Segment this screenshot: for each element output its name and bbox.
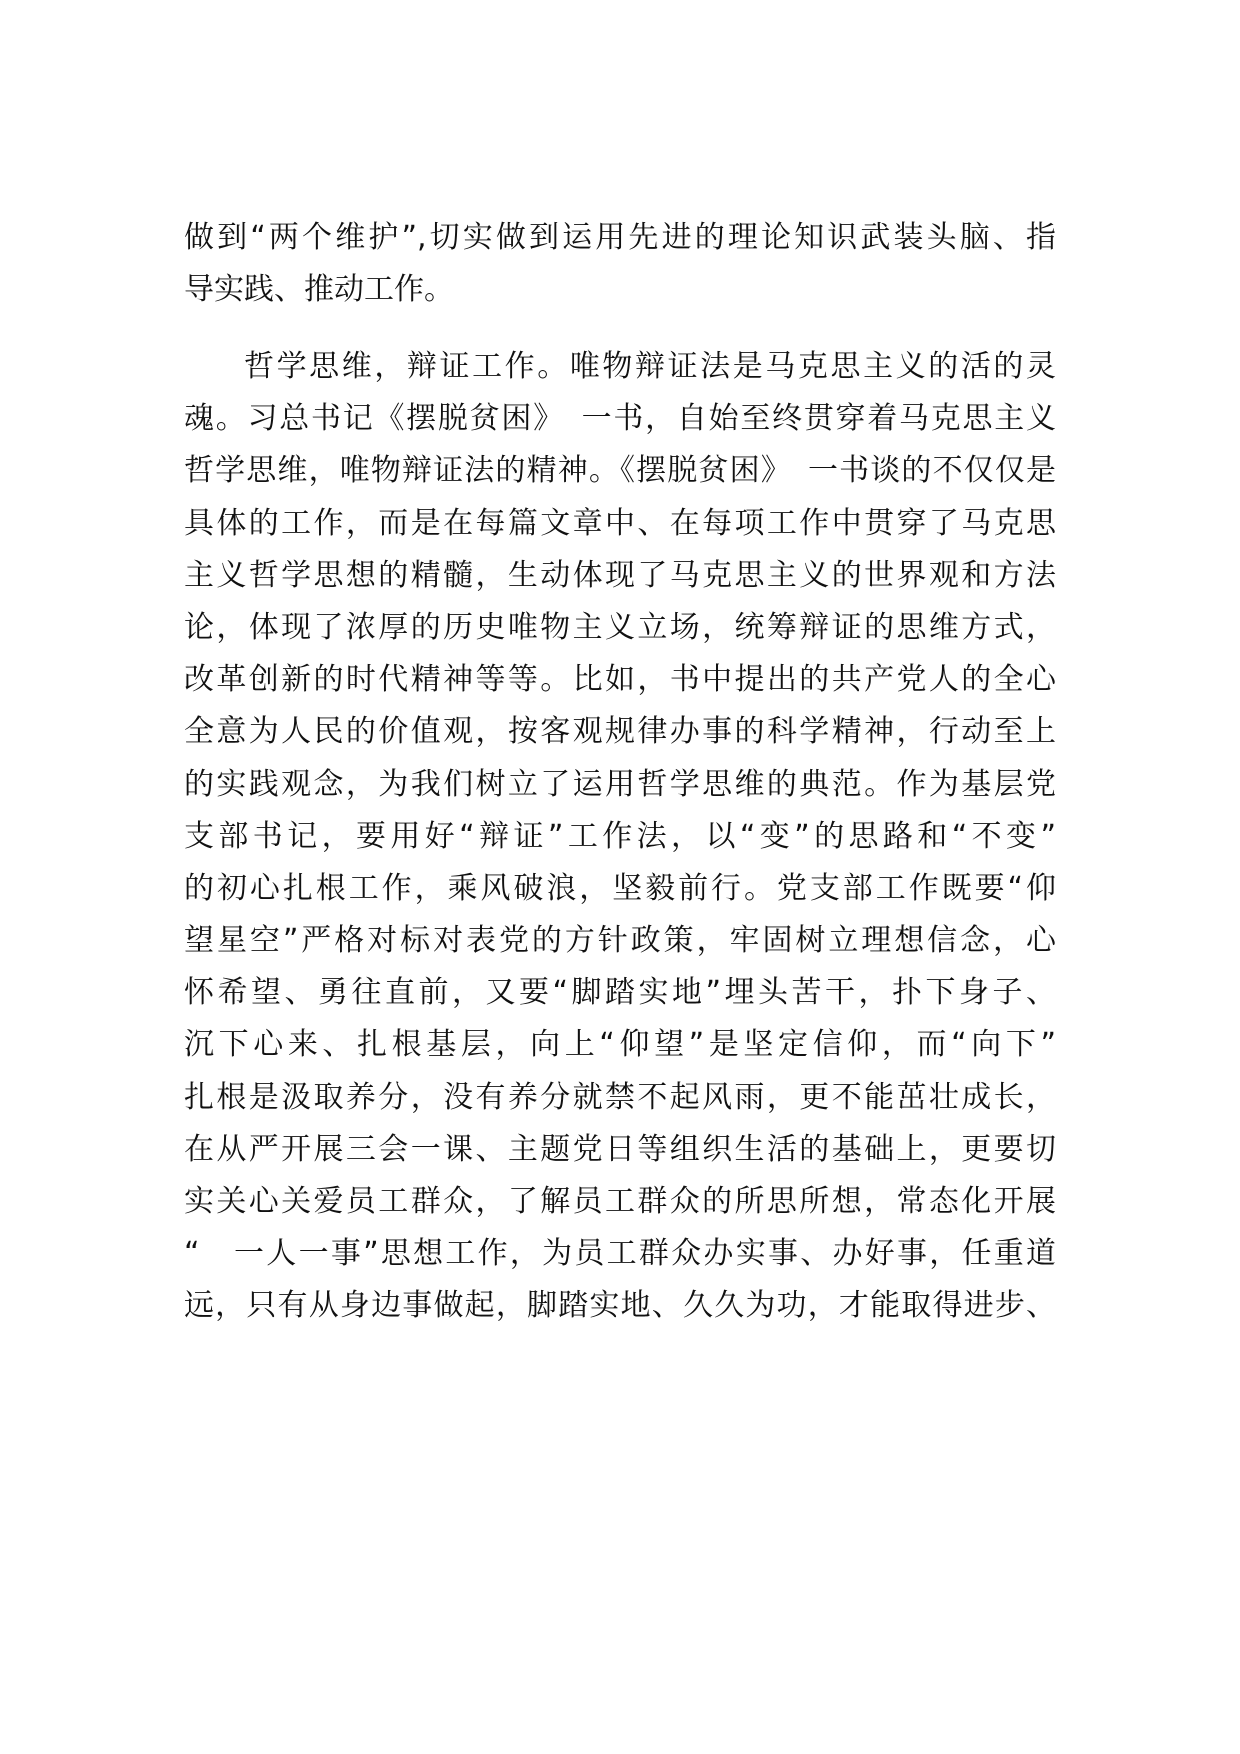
paragraph-line: 主义哲学思想的精髓，生动体现了马克思主义的世界观和方法 — [184, 557, 1056, 593]
paragraph-line: 望星空”严格对标对表党的方针政策，牢固树立理想信念，心 — [184, 923, 1056, 959]
paragraph-line: 魂。习总书记《摆脱贫困》 一书，自始至终贯穿着马克思主义 — [184, 401, 1056, 437]
paragraph-line: 在从严开展三会一课、主题党日等组织生活的基础上，更要切 — [184, 1131, 1056, 1167]
paragraph-line: 哲学思维，唯物辩证法的精神。《摆脱贫困》 一书谈的不仅仅是 — [184, 453, 1056, 489]
paragraph-line: 做到“两个维护”,切实做到运用先进的理论知识武装头脑、指 — [184, 220, 1056, 255]
paragraph-line: 支部书记，要用好“辩证”工作法，以“变”的思路和“不变” — [184, 818, 1056, 854]
paragraph-line: 怀希望、勇往直前，又要“脚踏实地”埋头苦干，扑下身子、 — [184, 975, 1056, 1011]
paragraph-1 — [184, 212, 1056, 316]
paragraph-line: 实关心关爱员工群众，了解员工群众的所思所想，常态化开展 — [184, 1184, 1056, 1219]
paragraph-line: 的实践观念，为我们树立了运用哲学思维的典范。作为基层党 — [184, 766, 1056, 802]
paragraph-2 — [184, 341, 1056, 1333]
paragraph-line: 具体的工作，而是在每篇文章中、在每项工作中贯穿了马克思 — [184, 505, 1056, 541]
paragraph-line: 哲学思维，辩证工作。唯物辩证法是马克思主义的活的灵 — [244, 349, 1056, 384]
paragraph-line: 远，只有从身边事做起，脚踏实地、久久为功，才能取得进步、 — [184, 1288, 1056, 1324]
paragraph-line: 的初心扎根工作，乘风破浪，坚毅前行。党支部工作既要“仰 — [184, 870, 1056, 906]
paragraph-line: “ 一人一事”思想工作，为员工群众办实事、办好事，任重道 — [184, 1236, 1056, 1272]
paragraph-line: 改革创新的时代精神等等。比如，书中提出的共产党人的全心 — [184, 662, 1056, 698]
paragraph-line: 扎根是汲取养分，没有养分就禁不起风雨，更不能茁壮成长， — [184, 1079, 1056, 1115]
paragraph-line: 论，体现了浓厚的历史唯物主义立场，统筹辩证的思维方式， — [184, 609, 1056, 645]
paragraph-line: 导实践、推动工作。 — [184, 272, 454, 308]
paragraph-line: 全意为人民的价值观，按客观规律办事的科学精神，行动至上 — [184, 714, 1056, 750]
paragraph-line: 沉下心来、扎根基层，向上“仰望”是坚定信仰，而“向下” — [184, 1027, 1056, 1063]
